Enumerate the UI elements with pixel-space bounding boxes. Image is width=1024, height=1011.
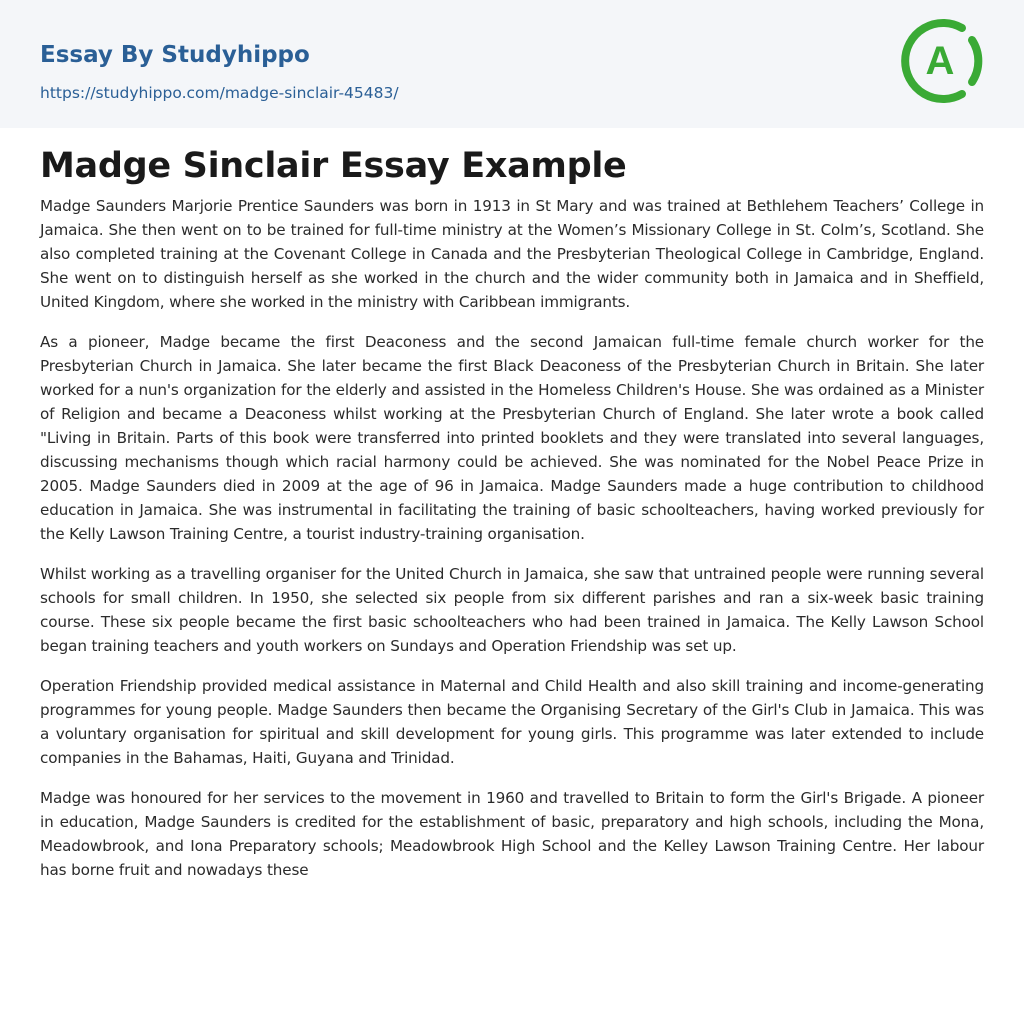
page-title: Madge Sinclair Essay Example	[40, 146, 627, 186]
essay-paragraph: Whilst working as a travelling organiser for the United Church in Jamaica, she saw that untrained people were running several schools for small children. In 1950, she selected six people from six different parishes and ran a six-week basic training course. These six people became the first basic schoolteachers who had been trained in Jamaica. The Kelly Lawson School began training teachers and youth workers on Sundays and Operation Friendship was set up.	[40, 565, 984, 655]
essay-body	[40, 194, 984, 898]
studyhippo-logo-icon[interactable]	[900, 18, 986, 104]
logo-letter: A	[925, 39, 955, 83]
essay-paragraph: Madge Saunders Marjorie Prentice Saunders was born in 1913 in St Mary and was trained at Bethlehem Teachers’ College in Jamaica. She then went on to be trained for full-time ministry at the Women’s Missionary College in St. Colm’s, Scotland. She also completed training at the Covenant College in Canada and the Presbyterian Theological College in Cambridge, England. She went on to distinguish herself as she worked in the church and the wider community both in Jamaica and in Sheffield, United Kingdom, where she worked in the ministry with Caribbean immigrants.	[40, 197, 984, 311]
essay-paragraph: As a pioneer, Madge became the first Deaconess and the second Jamaican full-time female church worker for the Presbyterian Church in Jamaica. She later became the first Black Deaconess of the Presbyterian Church in Britain. She later worked for a nun's organization for the elderly and assisted in the Homeless Children's House. She was ordained as a Minister of Religion and became a Deaconess whilst working at the Presbyterian Church of England. She later wrote a book called "Living in Britain. Parts of this book were transferred into printed booklets and they were translated into several languages, discussing mechanisms though which racial harmony could be achieved. She was nominated for the Nobel Peace Prize in 2005. Madge Saunders died in 2009 at the age of 96 in Jamaica. Madge Saunders made a huge contribution to childhood education in Jamaica. She was instrumental in facilitating the training of basic schoolteachers, having worked previously for the Kelly Lawson Training Centre, a tourist industry-training organisation.	[40, 333, 984, 543]
essay-url-link[interactable]: https://studyhippo.com/madge-sinclair-45483/	[40, 84, 399, 102]
site-header	[0, 0, 1024, 128]
essay-paragraph: Operation Friendship provided medical assistance in Maternal and Child Health and also skill training and income-generating programmes for young people. Madge Saunders then became the Organising Secretary of the Girl's Club in Jamaica. This was a voluntary organisation for spiritual and skill development for young girls. This programme was later extended to include companies in the Bahamas, Haiti, Guyana and Trinidad.	[40, 677, 984, 767]
site-brand[interactable]: Essay By Studyhippo	[40, 42, 310, 68]
essay-paragraph: Madge was honoured for her services to the movement in 1960 and travelled to Britain to form the Girl's Brigade. A pioneer in education, Madge Saunders is credited for the establishment of basic, preparatory and high schools, including the Mona, Meadowbrook, and Iona Preparatory schools; Meadowbrook High School and the Kelley Lawson Training Centre. Her labour has borne fruit and nowadays these	[40, 789, 984, 879]
